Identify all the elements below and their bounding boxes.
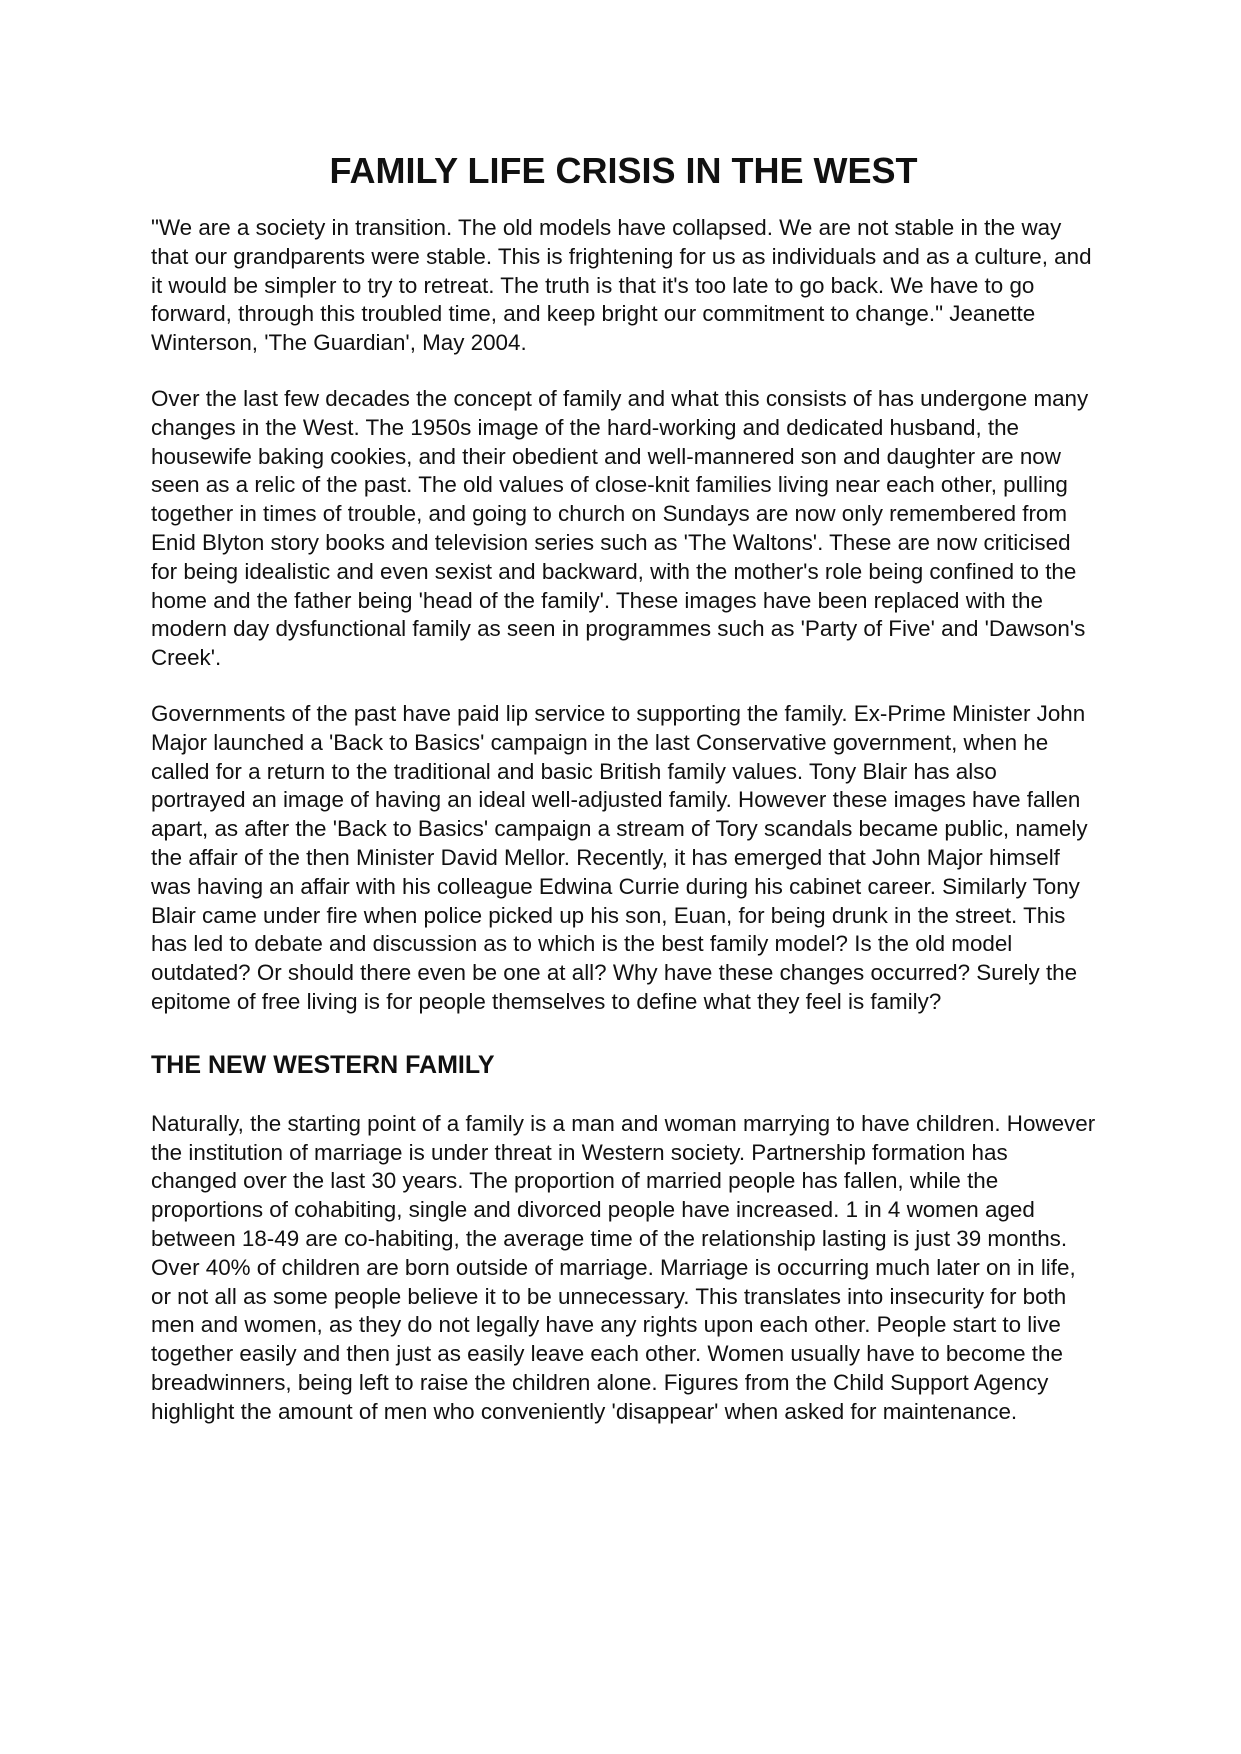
section-heading: THE NEW WESTERN FAMILY	[151, 1050, 495, 1079]
document-title: FAMILY LIFE CRISIS IN THE WEST	[329, 150, 918, 191]
body-paragraph-family-concept: Over the last few decades the concept of family and what this consists of has undergone many changes in the West. The 1950s image of the hard-working and dedicated husband, the housewife baking cookies, and their obedient and well-mannered son and daughter are now seen as a relic of the past. The old values of close-knit families living near each other, pulling together in times of trouble, and going to church on Sundays are now only remembered from Enid Blyton story books and television series such as 'The Waltons'. These are now criticised for being idealistic and even sexist and backward, with the mother's role being confined to the home and the father being 'head of the family'. These images have been replaced with the modern day dysfunctional family as seen in programmes such as 'Party of Five' and 'Dawson's Creek'.	[151, 385, 1089, 671]
quote-paragraph: "We are a society in transition. The old models have collapsed. We are not stable in the way that our grandparents were stable. This is frightening for us as individuals and as a culture, and it would be simpler to try to retreat. The truth is that it's too late to go back. We have to go forward, through this troubled time, and keep bright our commitment to change." Jeanette Winterson, 'The Guardian', May 2004.	[151, 215, 1092, 356]
document-page	[151, 150, 1096, 1426]
body-paragraph-new-western-family: Naturally, the starting point of a family is a man and woman marrying to have children. However the institution of marriage is under threat in Western society. Partnership formation has changed over the last 30 years. The proportion of married people has fallen, while the proportions of cohabiting, single and divorced people have increased. 1 in 4 women aged between 18-49 are co-habiting, the average time of the relationship lasting is just 39 months. Over 40% of children are born outside of marriage. Marriage is occurring much later on in life, or not all as some people believe it to be unnecessary. This translates into insecurity for both men and women, as they do not legally have any rights upon each other. People start to live together easily and then just as easily leave each other. Women usually have to become the breadwinners, being left to raise the children alone. Figures from the Child Support Agency highlight the amount of men who conveniently 'disappear' when asked for maintenance.	[151, 1110, 1096, 1424]
body-paragraph-governments: Governments of the past have paid lip service to supporting the family. Ex-Prime Minister John Major launched a 'Back to Basics' campaign in the last Conservative government, when he called for a return to the traditional and basic British family values. Tony Blair has also portrayed an image of having an ideal well-adjusted family. However these images have fallen apart, as after the 'Back to Basics' campaign a stream of Tory scandals became public, namely the affair of the then Minister David Mellor. Recently, it has emerged that John Major himself was having an affair with his colleague Edwina Currie during his cabinet career. Similarly Tony Blair came under fire when police picked up his son, Euan, for being drunk in the street. This has led to debate and discussion as to which is the best family model? Is the old model outdated? Or should there even be one at all? Why have these changes occurred? Surely the epitome of free living is for people themselves to define what they feel is family?	[151, 700, 1088, 1014]
